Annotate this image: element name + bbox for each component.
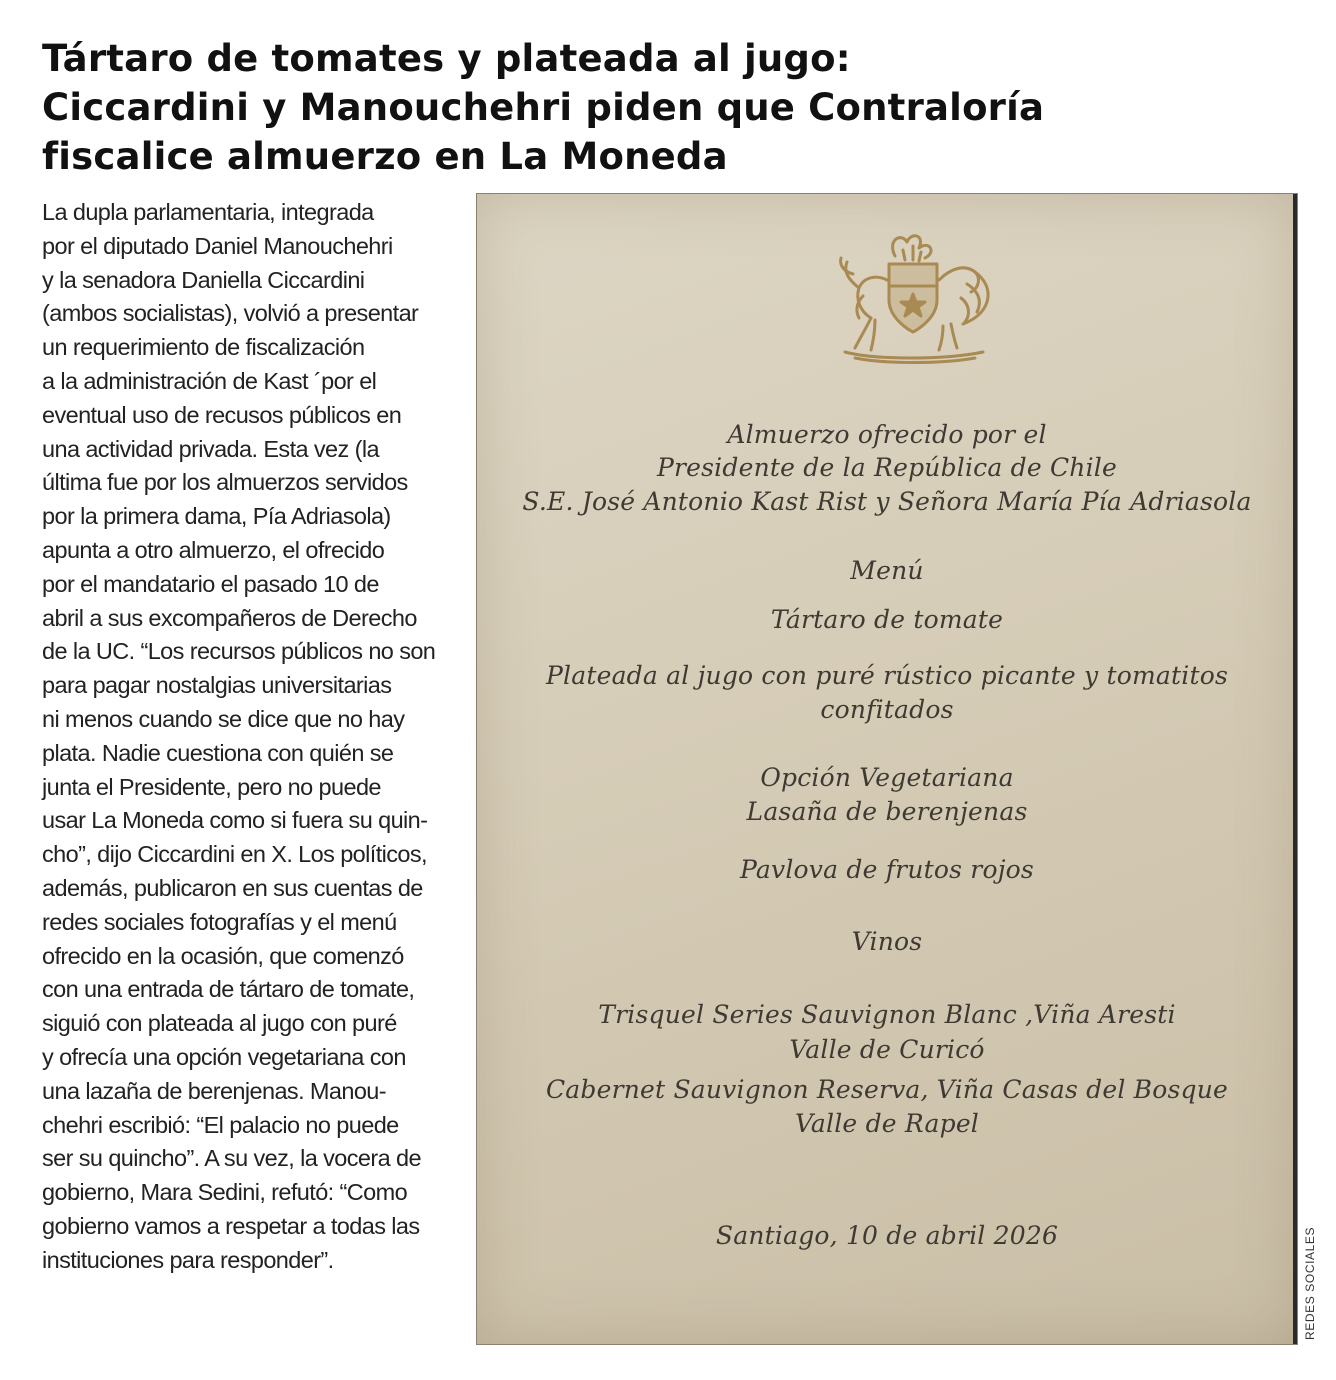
menu-vegetarian-title: Opción Vegetariana [760, 763, 1014, 792]
photo-credit: REDES SOCIALES [1303, 1226, 1317, 1340]
article-line: redes sociales fotografías y el menú [42, 908, 397, 935]
article-line: ser su quincho”. A su vez, la vocera de [42, 1145, 421, 1172]
menu-dessert: Pavlova de frutos rojos [740, 855, 1034, 884]
article-line: última fue por los almuerzos servidos [42, 469, 408, 496]
article-line: y ofrecía una opción vegetariana con [42, 1043, 406, 1070]
menu-main-course: Plateada al jugo con puré rústico picante y tomatitos [546, 661, 1228, 690]
menu-main-course: confitados [820, 695, 954, 724]
chilean-coat-of-arms-icon [815, 228, 1005, 368]
headline-line: Ciccardini y Manouchehri piden que Contraloría [42, 86, 1045, 129]
menu-wine: Cabernet Sauvignon Reserva, Viña Casas del Bosque [545, 1075, 1229, 1104]
article-line: chehri escribió: “El palacio no puede [42, 1111, 399, 1138]
article-line: abril a sus excompañeros de Derecho [42, 604, 417, 631]
article-body [42, 196, 462, 1278]
menu-starter: Tártaro de tomate [770, 605, 1004, 634]
article-line: por el mandatario el pasado 10 de [42, 570, 379, 597]
menu-place-date: Santiago, 10 de abril 2026 [715, 1221, 1059, 1250]
menu-wine-valley: Valle de Curicó [789, 1035, 985, 1064]
menu-host-line: Almuerzo ofrecido por el [727, 420, 1047, 449]
article-line: además, publicaron en sus cuentas de [42, 874, 423, 901]
article-line: por la primera dama, Pía Adriasola) [42, 503, 391, 530]
article-line: ni menos cuando se dice que no hay [42, 705, 405, 732]
article-line: cho”, dijo Ciccardini en X. Los políticos, [42, 841, 427, 868]
article-line: una lazaña de berenjenas. Manou- [42, 1077, 387, 1104]
article-line: una actividad privada. Esta vez (la [42, 435, 379, 462]
article-line: a la administración de Kast ´por el [42, 367, 377, 394]
menu-wines-title: Vinos [851, 927, 923, 956]
article-line: y la senadora Daniella Ciccardini [42, 266, 365, 293]
menu-host-line: S.E. José Antonio Kast Rist y Señora María Pía Adriasola [522, 487, 1252, 516]
article-line: La dupla parlamentaria, integrada [42, 199, 374, 225]
article-line: usar La Moneda como si fuera su quin- [42, 807, 428, 834]
article-line: apunta a otro almuerzo, el ofrecido [42, 536, 385, 563]
article-line: para pagar nostalgias universitarias [42, 672, 392, 699]
article-line: con una entrada de tártaro de tomate, [42, 976, 415, 1003]
article-line: junta el Presidente, pero no puede [42, 773, 381, 800]
article-line: eventual uso de recusos públicos en [42, 401, 402, 428]
menu-title: Menú [850, 556, 924, 585]
menu-vegetarian-dish: Lasaña de berenjenas [746, 797, 1028, 826]
article-line: instituciones para responder”. [42, 1246, 334, 1273]
article-line: por el diputado Daniel Manouchehri [42, 232, 393, 259]
menu-card-photo [476, 193, 1298, 1345]
headline [42, 34, 1102, 181]
article-line: un requerimiento de fiscalización [42, 334, 365, 361]
article-line: plata. Nadie cuestiona con quién se [42, 739, 394, 766]
article-line: (ambos socialistas), volvió a presentar [42, 300, 419, 327]
article-line: gobierno, Mara Sedini, refutó: “Como [42, 1179, 408, 1206]
headline-line: fiscalice almuerzo en La Moneda [42, 135, 728, 178]
article-line: de la UC. “Los recursos públicos no son [42, 638, 436, 665]
article-line: gobierno vamos a respetar a todas las [42, 1212, 420, 1239]
article-line: ofrecido en la ocasión, que comenzó [42, 942, 404, 969]
menu-wine: Trisquel Series Sauvignon Blanc ,Viña Aresti [598, 1000, 1176, 1029]
menu-wine-valley: Valle de Rapel [794, 1109, 980, 1138]
menu-host-line: Presidente de la República de Chile [656, 453, 1117, 482]
headline-line: Tártaro de tomates y plateada al jugo: [42, 37, 851, 80]
article-line: siguió con plateada al jugo con puré [42, 1010, 397, 1037]
